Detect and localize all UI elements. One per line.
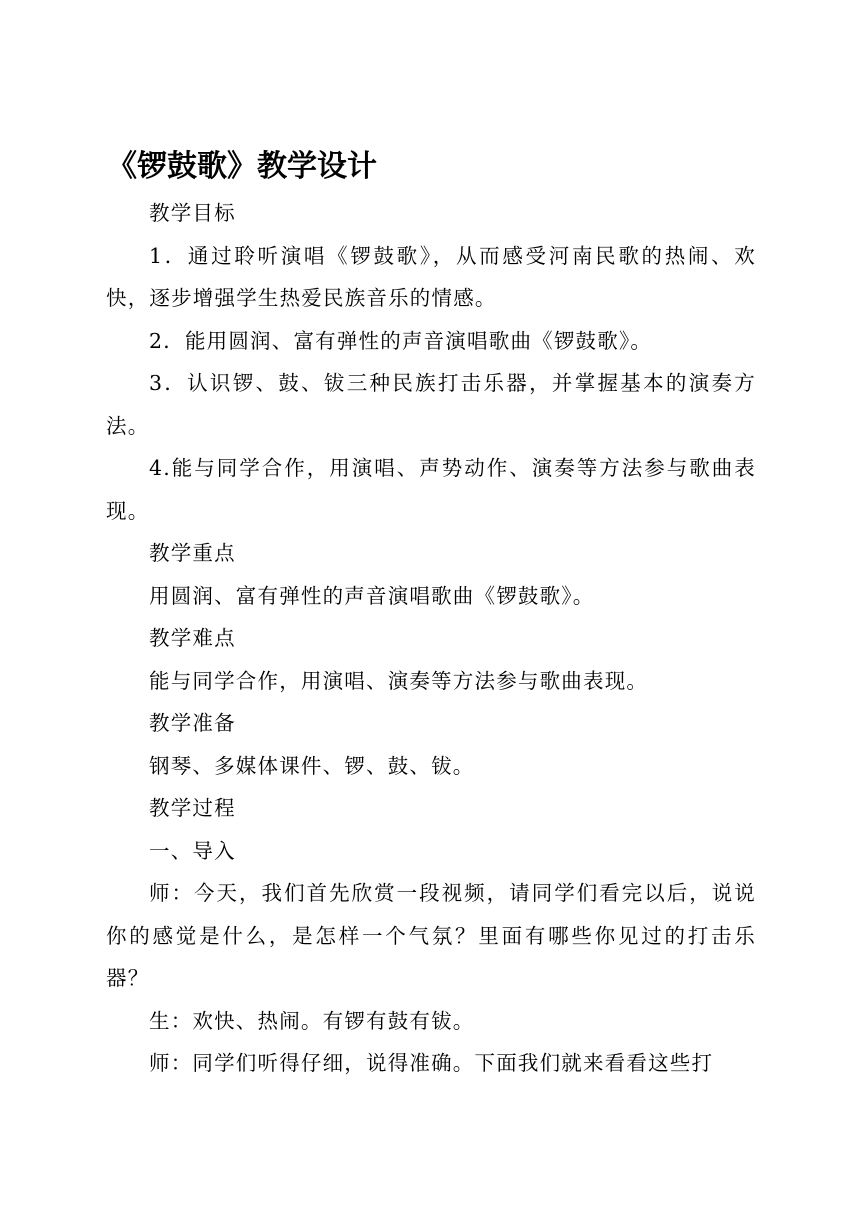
section-heading-key-points: 教学重点 — [149, 541, 236, 565]
section-heading-difficulties: 教学难点 — [149, 626, 236, 650]
section-heading-process: 教学过程 — [149, 796, 236, 820]
document-title: 《锣鼓歌》教学设计 — [107, 149, 377, 184]
dialogue-teacher-2: 师：同学们听得仔细，说得准确。下面我们就来看看这些打 — [149, 1051, 714, 1075]
objective-1: 1．通过聆听演唱《锣鼓歌》，从而感受河南民歌的热闹、欢快，逐步增强学生热爱民族音乐的情感。 — [106, 243, 756, 310]
difficulties-text: 能与同学合作，用演唱、演奏等方法参与歌曲表现。 — [149, 668, 649, 693]
section-heading-objectives: 教学目标 — [149, 201, 236, 225]
dialogue-teacher-1: 师：今天，我们首先欣赏一段视频，请同学们看完以后，说说你的感觉是什么，是怎样一个气氛？里面有哪些你见过的打击乐器？ — [106, 881, 756, 990]
subsection-heading-intro: 一、导入 — [149, 838, 236, 863]
objective-4: 4.能与同学合作，用演唱、声势动作、演奏等方法参与歌曲表现。 — [106, 456, 756, 523]
objective-3: 3．认识锣、鼓、钹三种民族打击乐器，并掌握基本的演奏方法。 — [106, 371, 756, 438]
preparation-text: 钢琴、多媒体课件、锣、鼓、钹。 — [149, 753, 475, 778]
dialogue-student-1: 生：欢快、热闹。有锣有鼓有钹。 — [149, 1008, 475, 1033]
section-heading-preparation: 教学准备 — [149, 711, 236, 735]
objective-2: 2．能用圆润、富有弹性的声音演唱歌曲《锣鼓歌》。 — [149, 328, 653, 353]
key-points-text: 用圆润、富有弹性的声音演唱歌曲《锣鼓歌》。 — [149, 583, 595, 608]
document-body — [106, 192, 756, 1085]
